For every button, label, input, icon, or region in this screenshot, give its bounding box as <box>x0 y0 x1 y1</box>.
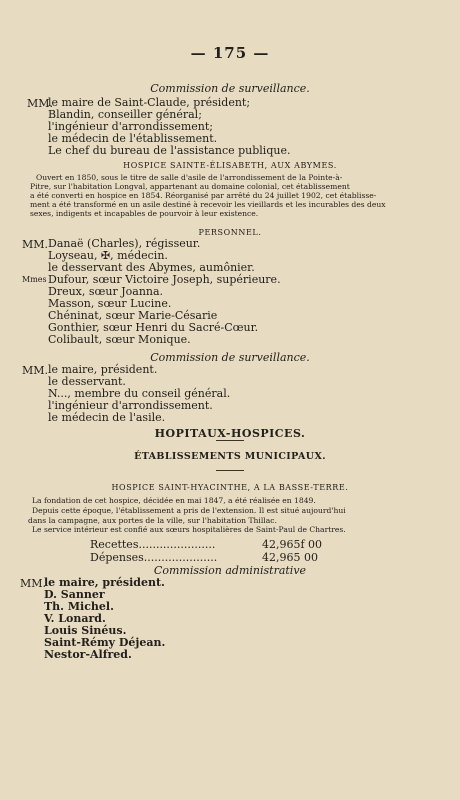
hospice-paragraph-line: Pitre, sur l'habitation Longval, appartenant au domaine colonial, cet établissement <box>30 182 350 191</box>
hospice-paragraph-line: dans la campagne, aux portes de la ville, sur l'habitation Thillac. <box>28 516 277 525</box>
personnel-line: Danaë (Charles), régisseur. <box>48 237 201 250</box>
mm-label: MM. <box>27 97 54 110</box>
hospice-paragraph-line: ment a été transformé en un asile destiné à recevoir les vieillards et les incurables des deux <box>30 200 386 209</box>
commission-line: le médecin de l'établissement. <box>48 132 218 145</box>
commission-line: le maire, président. <box>44 576 165 589</box>
commission-line: le médecin de l'asile. <box>48 411 166 424</box>
commission-surveillance-heading: Commission de surveillance. <box>150 351 310 364</box>
divider <box>216 440 244 441</box>
divider <box>216 470 244 471</box>
personnel-line: Dufour, sœur Victoire Joseph, supérieure. <box>48 273 281 286</box>
personnel-line: Colibault, sœur Monique. <box>48 333 191 346</box>
personnel-line: Gonthier, sœur Henri du Sacré-Cœur. <box>48 321 259 334</box>
recettes-value: 42,965f 00 <box>262 538 323 551</box>
commission-line: V. Lonard. <box>44 612 106 625</box>
personnel-heading: PERSONNEL. <box>198 228 262 237</box>
commission-line: l'ingénieur d'arrondissement; <box>48 120 214 133</box>
hospice-paragraph-line: a été converti en hospice en 1854. Réorganisé par arrêté du 24 juillet 1902, cet établisse- <box>30 191 377 200</box>
commission-surveillance-heading: Commission de surveillance. <box>150 82 310 95</box>
commission-line: Saint-Rémy Déjean. <box>44 636 166 649</box>
commission-line: le maire, président. <box>48 363 158 376</box>
commission-line: N..., membre du conseil général. <box>48 387 231 400</box>
personnel-line: Masson, sœur Lucine. <box>48 297 172 310</box>
personnel-line: le desservant des Abymes, aumônier. <box>48 261 255 274</box>
hopitaux-hospices-heading: HOPITAUX-HOSPICES. <box>154 427 306 440</box>
commission-line: Louis Sinéus. <box>44 624 127 637</box>
hospice-saint-hyacinthe-heading: HOSPICE SAINT-HYACINTHE, A LA BASSE-TERRE. <box>111 483 349 492</box>
etablissements-municipaux-heading: ÉTABLISSEMENTS MUNICIPAUX. <box>134 451 326 462</box>
depenses-label: Dépenses..................... <box>90 551 218 564</box>
hospice-paragraph-line: Depuis cette époque, l'établissement a pris de l'extension. Il est situé aujourd'hui <box>32 506 346 515</box>
commission-line: D. Sanner <box>44 588 105 601</box>
hospice-paragraph-line: Ouvert en 1850, sous le titre de salle d'asile de l'arrondissement de la Pointe-à- <box>36 173 343 182</box>
commission-line: le maire de Saint-Claude, président; <box>48 96 251 109</box>
commission-line: Blandin, conseiller général; <box>48 108 202 121</box>
mmes-label: Mmes <box>22 275 47 284</box>
personnel-line: Loyseau, ✠, médecin. <box>48 249 168 262</box>
mm-label: MM. <box>20 577 47 590</box>
commission-line: le desservant. <box>48 375 126 388</box>
hospice-sainte-elisabeth-heading: HOSPICE SAINTE-ÉLISABETH, AUX ABYMES. <box>123 161 337 170</box>
hospice-paragraph-line: sexes, indigents et incapables de pourvoir à leur existence. <box>30 209 259 218</box>
page-number: — 175 — <box>190 44 270 62</box>
commission-administrative-heading: Commission administrative <box>153 564 307 577</box>
commission-line: Nestor-Alfred. <box>44 648 132 661</box>
commission-line: l'ingénieur d'arrondissement. <box>48 399 213 412</box>
hospice-paragraph-line: Le service intérieur est confié aux sœurs hospitalières de Saint-Paul de Chartres. <box>32 525 346 534</box>
hospice-paragraph-line: La fondation de cet hospice, décidée en mai 1847, a été réalisée en 1849. <box>32 496 316 505</box>
commission-line: Le chef du bureau de l'assistance publique. <box>48 144 291 157</box>
personnel-line: Chéninat, sœur Marie-Césarie <box>48 309 218 322</box>
commission-line: Th. Michel. <box>44 600 114 613</box>
mm-label: MM. <box>22 364 49 377</box>
depenses-value: 42,965 00 <box>262 551 318 564</box>
mm-label: MM. <box>22 238 49 251</box>
personnel-line: Dreux, sœur Joanna. <box>48 285 164 298</box>
recettes-label: Recettes...................... <box>90 538 216 551</box>
